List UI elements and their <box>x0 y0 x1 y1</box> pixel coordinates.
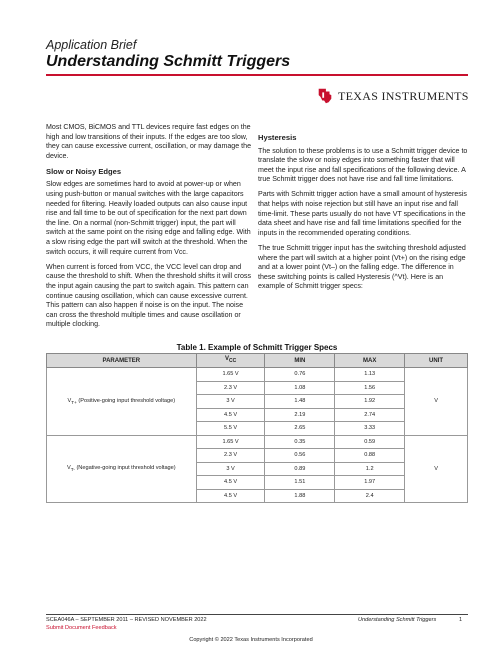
min-cell: 0.76 <box>265 368 335 382</box>
table-row <box>47 368 468 382</box>
running-title: Understanding Schmitt Triggers <box>358 617 437 623</box>
min-cell: 0.35 <box>265 435 335 449</box>
header-min: MIN <box>265 354 335 368</box>
max-cell: 3.33 <box>335 422 405 436</box>
vcc-cell: 4.5 V <box>196 476 265 490</box>
ti-bug-icon <box>316 87 334 105</box>
copyright-notice: Copyright © 2022 Texas Instruments Incorporated <box>189 637 313 643</box>
slow-edges-paragraph-2: When current is forced from VCC, the VCC level can drop and cause the threshold to shift. When the threshold shifts it will cross the input again causing the part to switch again. This pattern can continue causing oscillation, which can cause excessive current. This pattern can also happen if noise is on the input. The noise can cross the threshold multiple times and cause oscillation or multiple clocking. <box>46 262 252 329</box>
section-heading-slow-edges: Slow or Noisy Edges <box>46 166 122 176</box>
max-cell: 1.2 <box>335 462 405 476</box>
hysteresis-paragraph-1: The solution to these problems is to use a Schmitt trigger device to translate the slow or noisy edges into something faster that will meet the input rise and fall specifications of the following device. A true Schmitt trigger does not have rise and fall time limitations. <box>258 146 468 184</box>
max-cell: 0.88 <box>335 449 405 463</box>
table-header-row <box>47 354 468 368</box>
max-cell: 1.56 <box>335 381 405 395</box>
max-cell: 0.59 <box>335 435 405 449</box>
footer-divider <box>46 614 468 615</box>
min-cell: 0.89 <box>265 462 335 476</box>
company-logo <box>316 87 469 105</box>
min-cell: 1.88 <box>265 489 335 503</box>
vcc-cell: 1.65 V <box>196 368 265 382</box>
intro-paragraph: Most CMOS, BiCMOS and TTL devices require fast edges on the high and low transitions of their inputs. If the edges are too slow, they can cause excessive current, oscillation, or may damage the device. <box>46 123 252 160</box>
max-cell: 2.4 <box>335 489 405 503</box>
max-cell: 2.74 <box>335 408 405 422</box>
min-cell: 0.56 <box>265 449 335 463</box>
hysteresis-paragraph-3: The true Schmitt trigger input has the switching threshold adjusted where the part will switch at a higher point (Vt+) on the rising edge and at a lower point (Vt–) on the falling edge. The difference in these switching points is called Hysteresis (^Vt). Here is an example of Schmitt trigger specs: <box>258 243 466 291</box>
page-number: 1 <box>459 617 463 623</box>
vcc-cell: 3 V <box>196 395 265 409</box>
min-cell: 2.65 <box>265 422 335 436</box>
unit-cell: V <box>405 435 468 503</box>
min-cell: 1.48 <box>265 395 335 409</box>
vcc-cell: 1.65 V <box>196 435 265 449</box>
header-unit: UNIT <box>405 354 468 368</box>
min-cell: 2.19 <box>265 408 335 422</box>
document-title: Understanding Schmitt Triggers <box>46 53 291 70</box>
vcc-cell: 4.5 V <box>196 489 265 503</box>
param-vt-plus: $V_{T+}$ (Positive-going input threshold voltage) <box>47 368 197 436</box>
param-vt-minus: $V_{T-}$ (Negative-going input threshold voltage) <box>47 435 197 503</box>
min-cell: 1.51 <box>265 476 335 490</box>
table-caption: Table 1. Example of Schmitt Trigger Specs <box>176 343 338 352</box>
vcc-cell: 3 V <box>196 462 265 476</box>
logo-wordmark: TEXAS INSTRUMENTS <box>338 88 469 103</box>
header-vcc: $V_{CC}$ <box>196 354 265 368</box>
vcc-cell: 4.5 V <box>196 408 265 422</box>
hysteresis-paragraph-2: Parts with Schmitt trigger action have a small amount of hysteresis that helps with noise rejection but still have an input rise and fall time-limit. These parts usually do not have VT specifications in the data sheet and have rise and fall time limitations specified for the inputs in the recommended operating conditions. <box>258 190 467 237</box>
left-column <box>46 123 252 335</box>
slow-edges-paragraph-1: Slow edges are sometimes hard to avoid at power-up or when using push-button or manual switches with the large capacitors needed for filtering. Heavily loaded outputs can also cause input rise and fall time to be out of specification for the next part down the line. On a normal (non-Schmitt trigger) input, the part will switch at the same point on the rising edge and falling edge. With a slow rising edge the part will switch at the threshold. When the switch occurs, it will require current from Vcc. <box>46 180 251 256</box>
max-cell: 1.97 <box>335 476 405 490</box>
header-max: MAX <box>335 354 405 368</box>
header-divider <box>46 74 468 76</box>
table-row <box>47 435 468 449</box>
schmitt-trigger-specs-table <box>46 353 468 503</box>
max-cell: 1.13 <box>335 368 405 382</box>
min-cell: 1.08 <box>265 381 335 395</box>
submit-feedback-link[interactable]: Submit Document Feedback <box>46 625 117 631</box>
right-column <box>258 133 470 297</box>
vcc-cell: 2.3 V <box>196 381 265 395</box>
header-parameter: PARAMETER <box>47 354 197 368</box>
brief-label: Application Brief <box>46 38 137 52</box>
section-heading-hysteresis: Hysteresis <box>258 133 297 142</box>
document-id: SCEA046A – SEPTEMBER 2011 – REVISED NOVEMBER 2022 <box>46 617 207 623</box>
vcc-cell: 5.5 V <box>196 422 265 436</box>
max-cell: 1.92 <box>335 395 405 409</box>
vcc-cell: 2.3 V <box>196 449 265 463</box>
unit-cell: V <box>405 368 468 436</box>
